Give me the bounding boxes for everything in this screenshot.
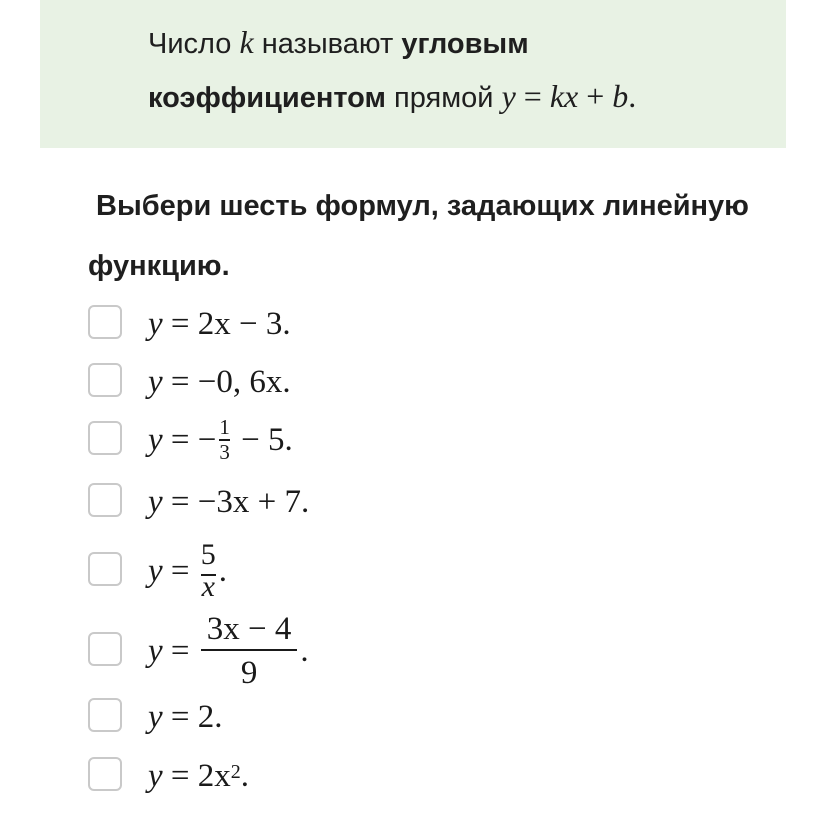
answer-option-2[interactable] xyxy=(88,357,508,407)
info-line-1 xyxy=(148,26,529,59)
fraction-denominator: 9 xyxy=(240,654,258,691)
formula-part: . xyxy=(240,757,250,794)
checkbox[interactable] xyxy=(88,421,122,455)
option-formula xyxy=(148,415,293,465)
info-term: угловым xyxy=(401,28,529,60)
option-formula xyxy=(148,299,291,349)
formula-part: kx xyxy=(549,78,579,114)
line-formula xyxy=(502,78,637,114)
checkbox[interactable] xyxy=(88,552,122,586)
option-formula xyxy=(148,357,291,407)
fraction xyxy=(201,540,216,602)
option-formula xyxy=(148,610,309,691)
formula-part: y xyxy=(148,305,163,342)
option-formula xyxy=(148,538,228,603)
fraction xyxy=(201,610,298,691)
info-box xyxy=(40,0,786,148)
k-symbol: k xyxy=(239,24,254,60)
formula-part: 2x − 3. xyxy=(197,305,291,342)
formula-part: + xyxy=(578,78,613,114)
info-text: называют xyxy=(253,28,402,60)
info-term: коэффициентом xyxy=(148,82,386,114)
formula-part: y xyxy=(148,632,163,669)
fraction-denominator: 3 xyxy=(219,440,230,464)
checkbox[interactable] xyxy=(88,757,122,791)
answer-option-5[interactable] xyxy=(88,538,508,603)
formula-part: = xyxy=(162,632,198,669)
fraction-numerator: 5 xyxy=(200,538,216,571)
formula-part: −0, 6x. xyxy=(197,363,291,400)
formula-part: − 5. xyxy=(232,421,293,458)
answer-option-4[interactable] xyxy=(88,477,508,527)
option-formula xyxy=(148,751,249,801)
formula-part: −3x + 7. xyxy=(197,483,310,520)
answer-option-8[interactable] xyxy=(88,751,508,801)
option-formula xyxy=(148,692,223,742)
fraction-numerator: 3x − 4 xyxy=(206,610,292,647)
question-text: функцию. xyxy=(88,250,230,282)
formula-part: = xyxy=(162,363,198,400)
formula-part: . xyxy=(300,632,309,669)
formula-part: = xyxy=(162,483,198,520)
checkbox[interactable] xyxy=(88,305,122,339)
checkbox[interactable] xyxy=(88,483,122,517)
formula-part: = xyxy=(515,78,550,114)
formula-part: y xyxy=(148,421,163,458)
info-text: прямой xyxy=(385,82,502,114)
formula-part: y xyxy=(501,78,516,114)
answer-option-6[interactable] xyxy=(88,610,508,691)
formula-part: = xyxy=(162,757,198,794)
formula-part: y xyxy=(148,552,163,589)
answer-option-3[interactable] xyxy=(88,415,508,465)
question-text: Выбери шесть формул, задающих линейную xyxy=(96,190,749,222)
checkbox[interactable] xyxy=(88,363,122,397)
info-text: Число xyxy=(148,28,240,60)
formula-part: − xyxy=(197,421,217,458)
answer-option-7[interactable] xyxy=(88,692,508,742)
formula-part: y xyxy=(148,757,163,794)
checkbox[interactable] xyxy=(88,698,122,732)
fraction-numerator: 1 xyxy=(219,415,230,439)
formula-part: 2. xyxy=(197,698,223,735)
formula-part: = xyxy=(162,552,198,589)
exponent: 2 xyxy=(230,760,241,783)
fraction-denominator: x xyxy=(201,570,215,603)
checkbox[interactable] xyxy=(88,632,122,666)
option-formula xyxy=(148,477,309,527)
formula-part: y xyxy=(148,363,163,400)
answer-option-1[interactable] xyxy=(88,299,508,349)
formula-part: y xyxy=(148,698,163,735)
formula-part: = xyxy=(162,698,198,735)
formula-part: = xyxy=(162,305,198,342)
formula-part: 2x xyxy=(197,757,231,794)
formula-part: y xyxy=(148,483,163,520)
formula-part: . xyxy=(628,78,637,114)
info-line-2 xyxy=(148,80,636,113)
formula-part: = xyxy=(162,421,198,458)
formula-part: b xyxy=(612,78,629,114)
fraction xyxy=(219,417,230,463)
formula-part: . xyxy=(218,552,228,589)
